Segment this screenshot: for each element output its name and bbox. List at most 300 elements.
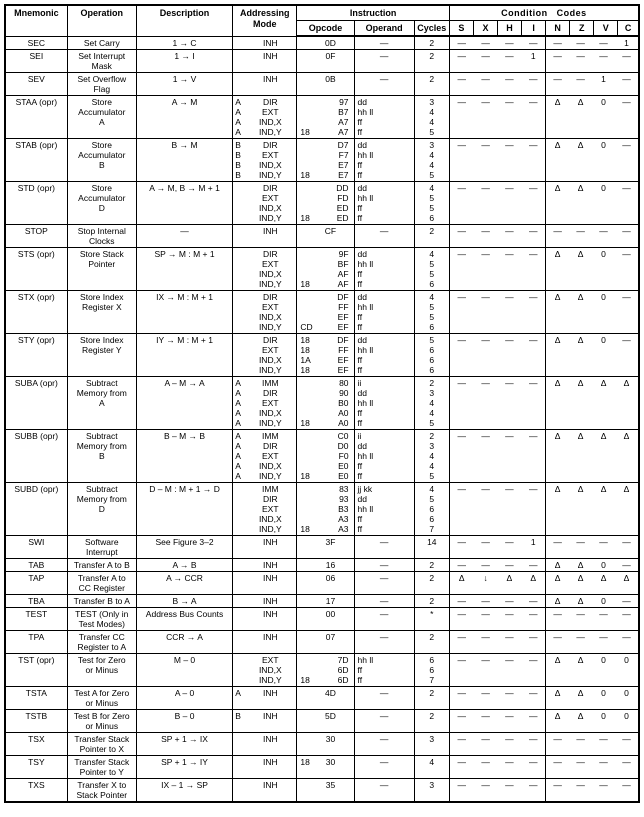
- cc-flag: —: [599, 757, 608, 767]
- cc-flag: —: [481, 183, 490, 193]
- description-cell: [136, 430, 232, 483]
- operation-line: Set Interrupt: [78, 51, 126, 61]
- mode-line: [233, 494, 296, 504]
- description-cell: [136, 483, 232, 536]
- operation-line: Transfer A to B: [73, 560, 130, 570]
- cc-flag: Δ: [623, 378, 630, 388]
- opcode-prefix: 18: [300, 757, 310, 767]
- cc-nzvc-cell: [546, 779, 639, 803]
- operation-line: Register to A: [77, 642, 127, 652]
- cc-flag-group: [546, 780, 638, 790]
- cc-flag: Δ: [554, 573, 561, 583]
- opcode-value: A3: [338, 524, 349, 534]
- cc-flag: —: [553, 537, 562, 547]
- opcode-cell: [297, 654, 354, 687]
- mode-prefix: [233, 537, 248, 547]
- mode-value: IND,Y: [258, 675, 282, 685]
- operand-cell: [354, 73, 414, 96]
- opcode-line: [297, 150, 353, 160]
- mode-prefix: A: [235, 688, 241, 698]
- mode-prefix: [233, 259, 248, 269]
- operand-value: —: [379, 632, 389, 642]
- opcode-value: 30: [325, 757, 336, 767]
- cc-flag: —: [505, 378, 514, 388]
- cc-flag: —: [576, 609, 585, 619]
- cc-flag: —: [457, 537, 467, 547]
- mode-value: INH: [262, 609, 278, 619]
- opcode-prefix: [297, 573, 317, 583]
- cc-flag: —: [457, 74, 467, 84]
- mode-line: [233, 504, 296, 514]
- addressing-mode-cell: [233, 536, 297, 559]
- cycles-value: 5: [429, 269, 435, 279]
- addressing-mode-cell: [233, 595, 297, 608]
- description-text: A → M: [171, 97, 198, 107]
- operand-value: ff: [357, 665, 363, 675]
- opcode-value: DD: [336, 183, 349, 193]
- cc-flag: —: [505, 688, 514, 698]
- mode-value: INH: [262, 537, 278, 547]
- opcode-prefix: [297, 688, 317, 698]
- cc-nzvc-cell: [546, 430, 639, 483]
- cc-flag-group: [546, 655, 638, 665]
- operand-value: dd: [357, 335, 368, 345]
- header-flag-s: S: [449, 21, 473, 37]
- addressing-mode-cell: [233, 572, 297, 595]
- mode-line: [233, 292, 296, 302]
- operation-line: or Minus: [85, 698, 119, 708]
- operand-value: ff: [357, 160, 363, 170]
- cc-flag: —: [528, 780, 538, 790]
- addressing-mode-cell: [233, 710, 297, 733]
- cycles-cell: [414, 595, 449, 608]
- mnemonic-text: TST (opr): [18, 655, 55, 665]
- opcode-cell: [297, 608, 354, 631]
- operand-value: —: [379, 38, 389, 48]
- cc-sxhi-cell: [449, 334, 545, 377]
- opcode-prefix: 18: [300, 345, 310, 355]
- mode-prefix: A: [235, 388, 241, 398]
- cycles-cell: [414, 710, 449, 733]
- operand-value: dd: [357, 97, 368, 107]
- cc-flag: —: [505, 484, 514, 494]
- opcode-prefix: [297, 51, 317, 61]
- cc-flag: —: [622, 609, 631, 619]
- operand-value: hh ll: [357, 107, 374, 117]
- cc-flag: Δ: [554, 688, 561, 698]
- operation-line: Stack Pointer: [76, 790, 128, 800]
- description-text: D – M : M + 1 → D: [149, 484, 220, 494]
- cc-flag: —: [528, 655, 538, 665]
- mode-prefix: [233, 335, 248, 345]
- instruction-row: [5, 608, 639, 631]
- mode-prefix: [233, 213, 248, 223]
- operand-cell: [354, 483, 414, 536]
- opcode-value: 5D: [325, 711, 336, 721]
- cc-flag: —: [481, 378, 490, 388]
- cc-flag: Δ: [554, 249, 561, 259]
- opcode-prefix: [297, 451, 317, 461]
- mnemonic-cell: [5, 756, 67, 779]
- cc-flag: —: [505, 183, 514, 193]
- cycles-cell: [414, 334, 449, 377]
- cc-flag: —: [505, 757, 514, 767]
- operation-cell: [67, 430, 136, 483]
- mode-prefix: [233, 193, 248, 203]
- cc-flag: Δ: [623, 573, 630, 583]
- cc-flag: —: [622, 226, 631, 236]
- cc-nzvc-cell: [546, 334, 639, 377]
- cc-nzvc-cell: [546, 756, 639, 779]
- cc-flag: —: [457, 335, 467, 345]
- opcode-prefix: [297, 378, 317, 388]
- cc-sxhi-cell: [449, 536, 545, 559]
- instruction-row: [5, 96, 639, 139]
- cc-nzvc-cell: [546, 536, 639, 559]
- opcode-prefix: 18: [300, 675, 310, 685]
- addressing-mode-cell: [233, 687, 297, 710]
- operation-cell: [67, 73, 136, 96]
- cycles-cell: [414, 631, 449, 654]
- mnemonic-text: SUBA (opr): [14, 378, 58, 388]
- opcode-prefix: 18: [300, 524, 310, 534]
- mode-prefix: A: [235, 398, 241, 408]
- opcode-value: B7: [338, 107, 349, 117]
- mode-prefix: [233, 203, 248, 213]
- cycles-value: 6: [429, 279, 435, 289]
- cc-flag: 0: [601, 688, 606, 698]
- operand-cell: [354, 595, 414, 608]
- operation-line: Flag: [93, 84, 111, 94]
- cc-flag-group: [546, 537, 638, 547]
- cc-flag: Δ: [577, 292, 584, 302]
- mode-prefix: [233, 596, 248, 606]
- operation-cell: [67, 96, 136, 139]
- header-flag-c: C: [618, 21, 639, 37]
- mnemonic-text: SUBD (opr): [14, 484, 59, 494]
- operand-value: ii: [357, 378, 362, 388]
- cc-flag: —: [457, 734, 467, 744]
- mode-prefix: [233, 734, 248, 744]
- cc-flag: —: [528, 183, 538, 193]
- cc-flag: Δ: [554, 378, 561, 388]
- mode-value: DIR: [262, 388, 278, 398]
- cc-sxhi-cell: [449, 182, 545, 225]
- cycles-value: 7: [429, 675, 435, 685]
- cc-flag-group: [450, 757, 545, 767]
- cc-flag: —: [481, 632, 490, 642]
- cc-flag: —: [528, 734, 538, 744]
- operation-line: TEST (Only in: [75, 609, 129, 619]
- cc-flag: 0: [601, 140, 606, 150]
- cc-flag: —: [528, 74, 538, 84]
- description-cell: [136, 536, 232, 559]
- mode-prefix: A: [235, 451, 241, 461]
- opcode-value: 06: [325, 573, 336, 583]
- cycles-value: 5: [429, 193, 435, 203]
- opcode-line: [297, 345, 353, 355]
- description-cell: [136, 779, 232, 803]
- cycles-cell: [414, 779, 449, 803]
- mode-value: INH: [262, 757, 278, 767]
- cc-flag: —: [622, 734, 631, 744]
- cc-nzvc-cell: [546, 36, 639, 50]
- mode-value: IMM: [262, 431, 279, 441]
- opcode-prefix: [297, 249, 317, 259]
- cc-flag: Δ: [577, 655, 584, 665]
- mode-prefix: [233, 675, 248, 685]
- operation-line: Accumulator: [78, 150, 126, 160]
- cc-flag-group: [450, 537, 545, 547]
- mnemonic-text: SUBB (opr): [14, 431, 59, 441]
- cc-flag: —: [528, 484, 538, 494]
- operation-cell: [67, 687, 136, 710]
- cc-flag: —: [528, 609, 538, 619]
- opcode-prefix: 18: [300, 365, 310, 375]
- mnemonic-text: TAP: [28, 573, 45, 583]
- cycles-value: 5: [429, 127, 435, 137]
- mode-line: [233, 408, 296, 418]
- operation-line: Test B for Zero: [73, 711, 130, 721]
- opcode-value: ED: [336, 203, 349, 213]
- operation-line: Clocks: [89, 236, 115, 246]
- cc-flag-group: [450, 688, 545, 698]
- opcode-prefix: [297, 203, 317, 213]
- cc-flag: 0: [601, 335, 606, 345]
- description-text: IX – 1 → SP: [161, 780, 208, 790]
- mode-prefix: [233, 269, 248, 279]
- opcode-prefix: 18: [300, 170, 310, 180]
- cc-flag: —: [457, 226, 467, 236]
- mnemonic-cell: [5, 687, 67, 710]
- mode-value: IND,Y: [258, 365, 282, 375]
- operand-value: —: [379, 734, 389, 744]
- cycles-cell: [414, 572, 449, 595]
- mode-prefix: A: [235, 461, 241, 471]
- operand-value: —: [379, 757, 389, 767]
- cycles-cell: [414, 377, 449, 430]
- mnemonic-cell: [5, 733, 67, 756]
- mode-value: INH: [262, 632, 278, 642]
- cc-flag: Δ: [600, 484, 607, 494]
- opcode-line: [297, 140, 353, 150]
- cc-flag: —: [553, 780, 562, 790]
- opcode-cell: [297, 73, 354, 96]
- opcode-prefix: [297, 560, 317, 570]
- description-text: B → M: [171, 140, 198, 150]
- addressing-mode-cell: [233, 248, 297, 291]
- mode-value: INH: [262, 688, 278, 698]
- mode-line: [233, 451, 296, 461]
- instruction-row: [5, 36, 639, 50]
- mnemonic-text: SEI: [29, 51, 44, 61]
- cc-sxhi-cell: [449, 559, 545, 572]
- operation-line: Mask: [91, 61, 112, 71]
- opcode-line: [297, 471, 353, 481]
- operation-line: Transfer Stack: [74, 757, 130, 767]
- operation-line: Stop Internal: [77, 226, 126, 236]
- cc-flag-group: [546, 38, 638, 48]
- cc-flag-group: [450, 596, 545, 606]
- opcode-line: [297, 213, 353, 223]
- opcode-value: EF: [337, 312, 349, 322]
- description-cell: [136, 733, 232, 756]
- opcode-line: [297, 117, 353, 127]
- mode-value: IMM: [262, 484, 279, 494]
- mode-prefix: [233, 665, 248, 675]
- cc-flag: —: [505, 226, 514, 236]
- mnemonic-cell: [5, 225, 67, 248]
- mode-value: EXT: [262, 655, 279, 665]
- cc-flag: 0: [601, 711, 606, 721]
- operand-cell: [354, 779, 414, 803]
- opcode-cell: [297, 572, 354, 595]
- opcode-prefix: [297, 38, 317, 48]
- cycles-cell: [414, 36, 449, 50]
- operation-line: Set Overflow: [77, 74, 127, 84]
- mode-value: EXT: [262, 259, 279, 269]
- operand-value: ff: [357, 203, 363, 213]
- addressing-mode-cell: [233, 139, 297, 182]
- cc-flag: Δ: [554, 97, 561, 107]
- cycles-value: 6: [429, 213, 435, 223]
- mode-line: [233, 398, 296, 408]
- cc-flag-group: [450, 780, 545, 790]
- mode-line: [233, 335, 296, 345]
- instruction-row: [5, 631, 639, 654]
- operand-value: —: [379, 537, 389, 547]
- cc-flag: —: [553, 632, 562, 642]
- cc-flag: —: [622, 335, 631, 345]
- operand-value: jj kk: [357, 484, 373, 494]
- cc-flag: —: [481, 97, 490, 107]
- cc-flag: —: [457, 688, 467, 698]
- cycles-value: 3: [429, 441, 435, 451]
- cycles-value: 5: [429, 494, 435, 504]
- cc-flag: —: [457, 655, 467, 665]
- cc-flag: —: [481, 609, 490, 619]
- mode-value: IND,X: [258, 461, 282, 471]
- description-cell: [136, 73, 232, 96]
- cc-flag-group: [450, 484, 545, 494]
- operation-line: Memory from: [76, 441, 127, 451]
- cc-sxhi-cell: [449, 96, 545, 139]
- mode-prefix: [233, 292, 248, 302]
- cc-flag: Δ: [577, 140, 584, 150]
- mode-value: INH: [262, 226, 278, 236]
- instruction-row: [5, 733, 639, 756]
- operation-line: B: [98, 160, 105, 170]
- cc-flag: —: [481, 140, 490, 150]
- operand-cell: [354, 572, 414, 595]
- operand-value: ff: [357, 355, 363, 365]
- cc-sxhi-cell: [449, 572, 545, 595]
- mnemonic-cell: [5, 536, 67, 559]
- cc-flag: —: [457, 51, 467, 61]
- cycles-value: 2: [429, 632, 435, 642]
- operand-cell: [354, 377, 414, 430]
- mode-prefix: [233, 355, 248, 365]
- instruction-row: [5, 710, 639, 733]
- description-text: A – M → A: [164, 378, 205, 388]
- cc-flag: Δ: [623, 431, 630, 441]
- opcode-prefix: [297, 140, 317, 150]
- cc-flag: —: [622, 632, 631, 642]
- operation-cell: [67, 536, 136, 559]
- opcode-value: ED: [336, 213, 349, 223]
- opcode-cell: [297, 756, 354, 779]
- cc-sxhi-cell: [449, 631, 545, 654]
- description-cell: [136, 559, 232, 572]
- cycles-value: 3: [429, 388, 435, 398]
- cc-flag: 0: [601, 596, 606, 606]
- description-cell: [136, 334, 232, 377]
- mode-value: DIR: [262, 494, 278, 504]
- cc-flag: —: [599, 632, 608, 642]
- operation-line: Test for Zero: [77, 655, 126, 665]
- cc-flag: —: [576, 632, 585, 642]
- cc-flag-group: [546, 51, 638, 61]
- cc-nzvc-cell: [546, 631, 639, 654]
- mnemonic-cell: [5, 595, 67, 608]
- opcode-value: BF: [337, 259, 349, 269]
- opcode-prefix: [297, 609, 317, 619]
- instruction-row: [5, 756, 639, 779]
- cc-flag: Δ: [577, 183, 584, 193]
- operation-line: or Minus: [85, 665, 119, 675]
- header-operand: Operand: [354, 21, 414, 37]
- opcode-value: A0: [338, 408, 349, 418]
- mnemonic-cell: [5, 73, 67, 96]
- operand-value: ff: [357, 127, 363, 137]
- mnemonic-cell: [5, 631, 67, 654]
- opcode-line: [297, 609, 353, 619]
- cc-flag-group: [546, 757, 638, 767]
- opcode-prefix: [297, 537, 317, 547]
- opcode-line: [297, 203, 353, 213]
- operation-cell: [67, 631, 136, 654]
- opcode-cell: [297, 182, 354, 225]
- opcode-value: A7: [338, 117, 349, 127]
- operand-value: ff: [357, 514, 363, 524]
- mnemonic-text: STS (opr): [17, 249, 55, 259]
- header-mode-line: Mode: [253, 19, 277, 29]
- cycles-value: 4: [429, 249, 435, 259]
- cc-flag: —: [576, 734, 585, 744]
- opcode-prefix: [297, 117, 317, 127]
- cc-flag: —: [622, 51, 631, 61]
- opcode-prefix: [297, 388, 317, 398]
- cc-sxhi-cell: [449, 779, 545, 803]
- opcode-cell: [297, 36, 354, 50]
- cycles-value: 4: [429, 107, 435, 117]
- mode-value: EXT: [262, 302, 279, 312]
- cc-flag: 0: [601, 655, 606, 665]
- instruction-row: [5, 291, 639, 334]
- cc-flag: —: [553, 38, 562, 48]
- opcode-value: FF: [338, 345, 349, 355]
- description-text: SP + 1 → IY: [161, 757, 208, 767]
- cc-flag: Δ: [577, 596, 584, 606]
- mode-line: [233, 140, 296, 150]
- cc-flag: —: [553, 757, 562, 767]
- header-opcode: Opcode: [297, 21, 354, 37]
- cc-nzvc-cell: [546, 73, 639, 96]
- cc-nzvc-cell: [546, 572, 639, 595]
- cycles-cell: [414, 291, 449, 334]
- cc-flag-group: [546, 573, 638, 583]
- mode-prefix: A: [235, 431, 241, 441]
